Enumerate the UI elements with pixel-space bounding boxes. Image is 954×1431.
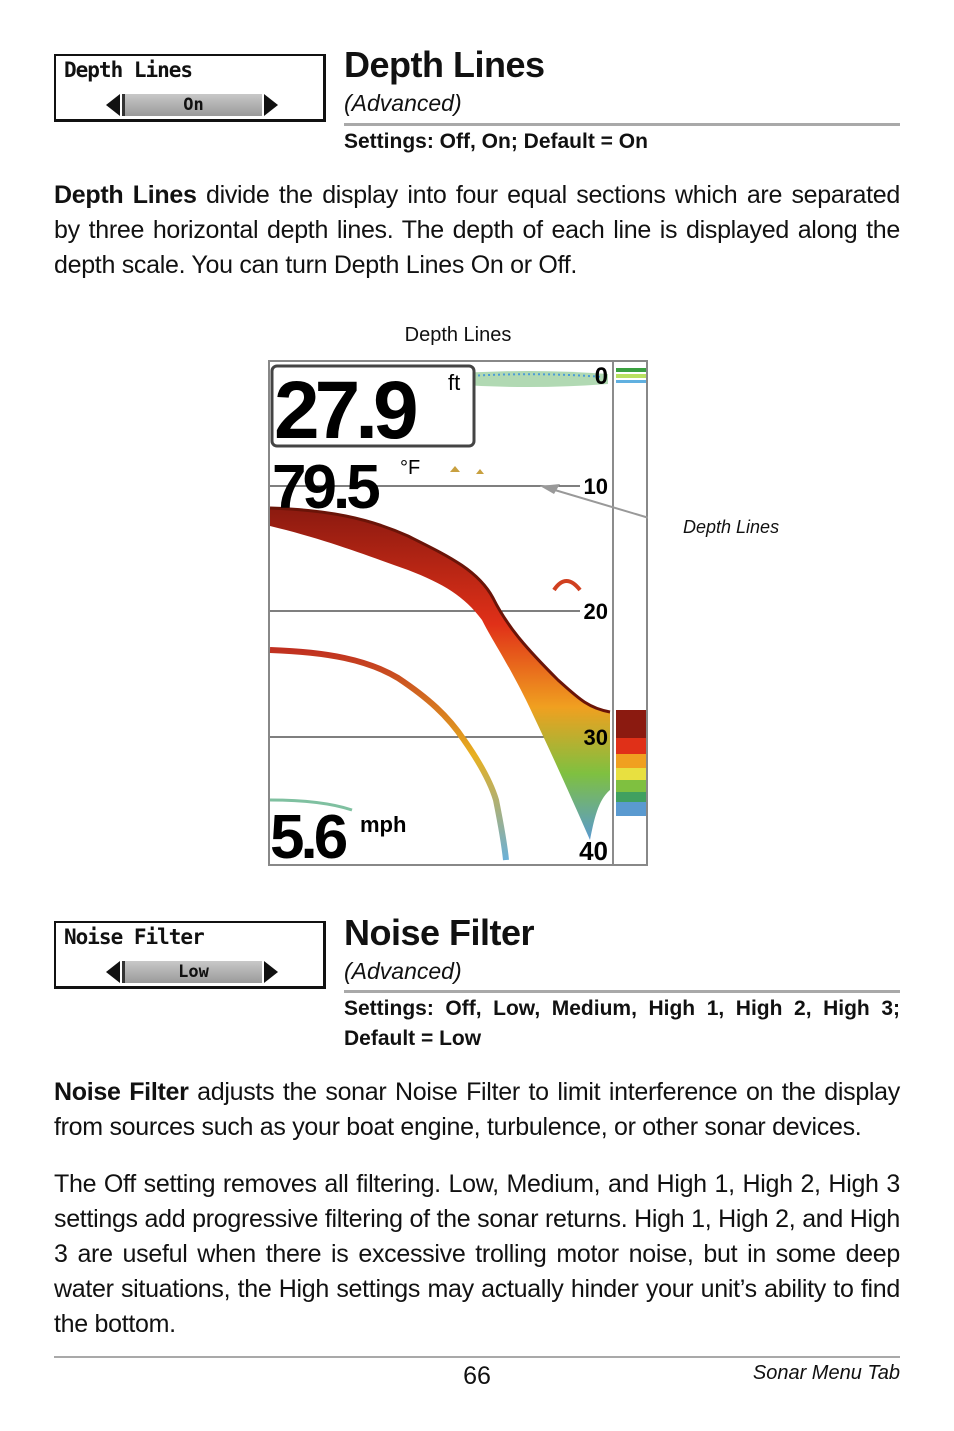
depth-readout: 27.9	[274, 365, 414, 456]
noise-filter-subtitle: (Advanced)	[344, 958, 462, 984]
noise-filter-term: Noise Filter	[54, 1078, 189, 1106]
scale-label-0: 0	[594, 363, 608, 390]
noise-filter-menu-title: Noise Filter	[64, 925, 204, 949]
figure-caption: Depth Lines	[404, 324, 512, 346]
speed-unit: mph	[360, 812, 407, 837]
depth-lines-description-text: divide the display into four equal sections which are separated by three horizontal depth lines. The depth of each line is displayed along the depth scale. You can turn Depth Lines On or Off.	[54, 181, 900, 279]
scale-label-40: 40	[579, 836, 608, 866]
footer-section-title: Sonar Menu Tab	[752, 1362, 900, 1384]
depth-lines-subtitle: (Advanced)	[344, 90, 462, 116]
arrow-left-icon[interactable]	[106, 961, 120, 983]
noise-filter-divider	[344, 990, 900, 993]
noise-filter-menu-widget[interactable]	[54, 921, 326, 989]
depth-lines-divider	[344, 123, 900, 126]
depth-lines-menu-title: Depth Lines	[64, 58, 193, 82]
noise-filter-menu-value[interactable]: Low	[122, 961, 262, 983]
footer-divider	[54, 1356, 900, 1358]
temperature-readout: 79.5	[272, 453, 377, 522]
depth-lines-callout: Depth Lines	[683, 517, 780, 537]
depth-lines-menu-widget[interactable]	[54, 54, 326, 122]
arrow-right-icon[interactable]	[264, 94, 278, 116]
depth-lines-menu-value[interactable]: On	[122, 94, 262, 116]
depth-lines-settings: Settings: Off, On; Default = On	[344, 130, 648, 153]
page-number: 66	[463, 1362, 491, 1390]
depth-lines-description	[54, 178, 900, 283]
noise-filter-settings-explanation: The Off setting removes all filtering. Low, Medium, and High 1, High 2, High 3 settings add progressive filtering of the sonar returns. High 1, High 2, and High 3 are useful when there is excessive trolling motor noise, but in some deep water situations, the High settings may actually hinder your unit’s ability to find the bottom.	[54, 1170, 900, 1338]
depth-lines-term: Depth Lines	[54, 181, 197, 209]
noise-filter-title: Noise Filter	[344, 912, 535, 953]
scale-label-20: 20	[583, 599, 608, 624]
speed-readout: 5.6	[270, 803, 345, 866]
scale-label-10: 10	[583, 474, 608, 499]
sonar-display-figure	[268, 360, 648, 866]
noise-filter-description-text: adjusts the sonar Noise Filter to limit interference on the display from sources such as your boat engine, turbulence, or other sonar devices.	[54, 1078, 900, 1141]
depth-lines-title: Depth Lines	[344, 44, 545, 85]
temperature-unit: °F	[400, 457, 421, 479]
noise-filter-settings: Settings: Off, Low, Medium, High 1, High 2, High 3; Default = Low	[344, 997, 900, 1050]
scale-label-30: 30	[583, 725, 608, 750]
depth-unit: ft	[448, 370, 461, 395]
arrow-right-icon[interactable]	[264, 961, 278, 983]
noise-filter-description	[54, 1075, 900, 1145]
arrow-left-icon[interactable]	[106, 94, 120, 116]
